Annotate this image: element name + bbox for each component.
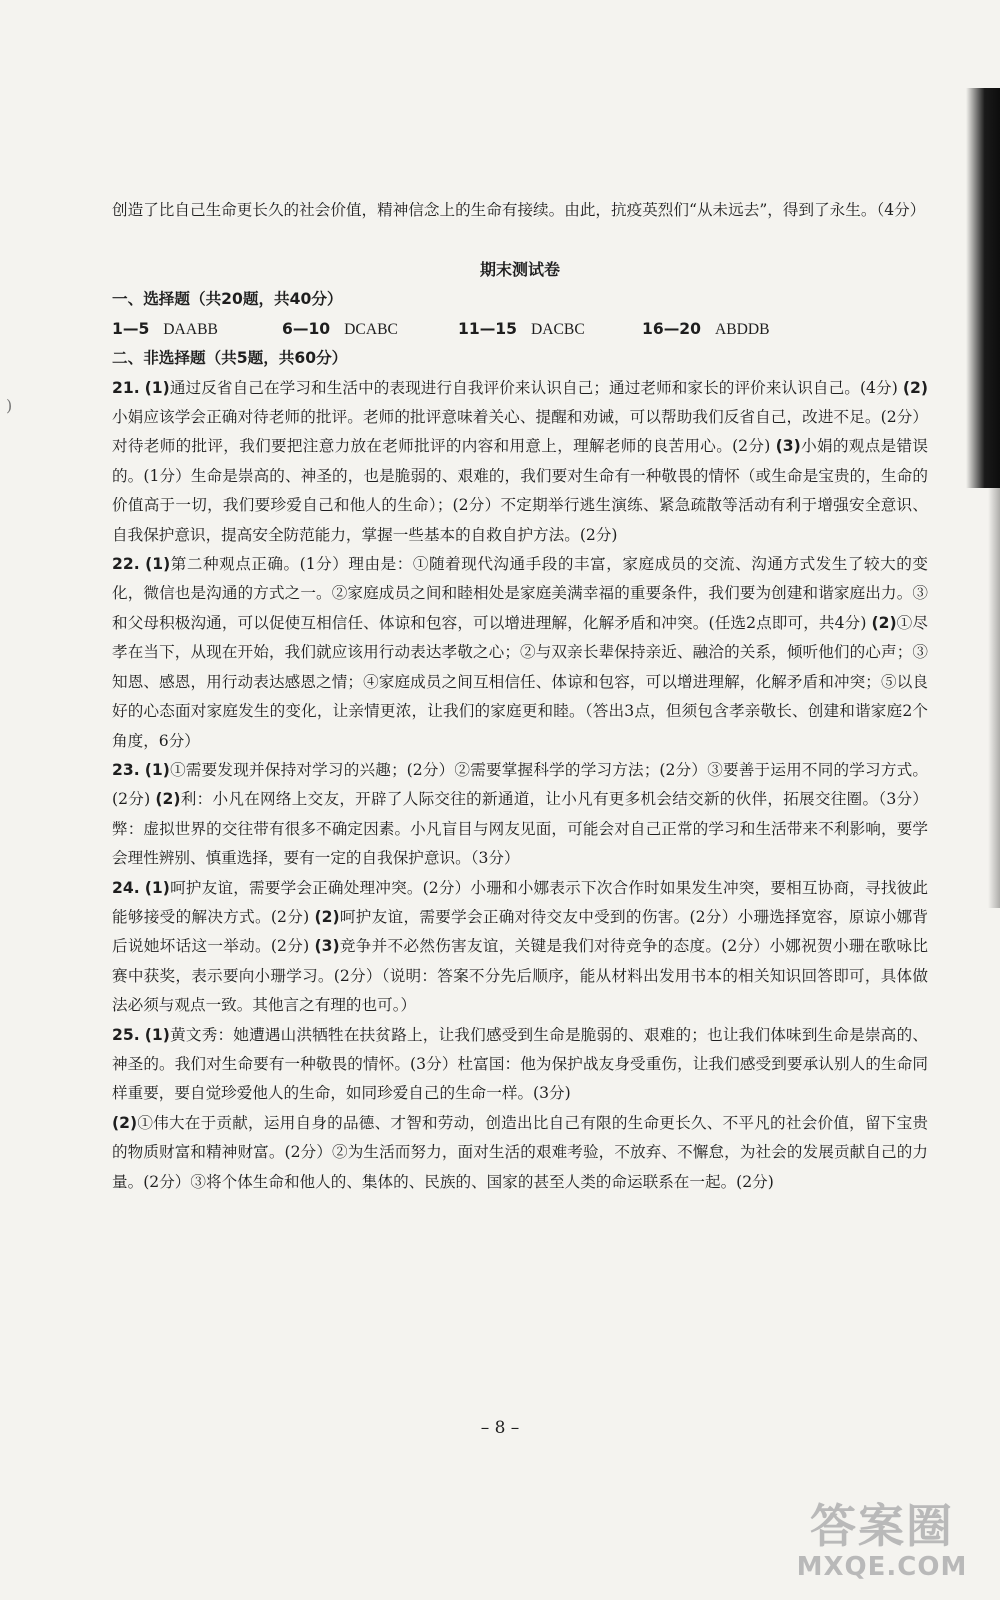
answer-text: 黄文秀：她遭遇山洪牺牲在扶贫路上，让我们感受到生命是脆弱的、艰难的；也让我们体味到生命是崇高的、神圣的。我们对生命要有一种敬畏的情怀。(3分）杜富国：他为保护战友身受重伤，让我们感受到要承认别人的生命同样重要，要自觉珍爱他人的生命，如同珍爱自己的生命一样。(3分)	[112, 1025, 928, 1103]
answer-22	[112, 550, 928, 756]
answer-text: ①伟大在于贡献，运用自身的品德、才智和劳动，创造出比自己有限的生命更长久、不平凡的社会价值，留下宝贵的物质财富和精神财富。(2分）②为生活而努力，面对生活的艰难考验，不放弃、不懈怠，为社会的发展贡献自己的力量。(2分）③将个体生命和他人的、集体的、民族的、国家的甚至人类的命运联系在一起。(2分)	[112, 1113, 928, 1191]
question-number: 22.	[112, 555, 140, 574]
subpart-label: (2)	[871, 613, 897, 632]
answer-group	[458, 315, 642, 344]
margin-mark: )	[6, 396, 13, 415]
answer-letters: DACBC	[531, 320, 585, 338]
answer-range: 1—5	[112, 319, 150, 338]
answer-text: 呵护友谊，需要学会正确对待交友中受到的伤害。(2分）小珊选择宽容，原谅小娜背后说她坏话这一举动。(2分)	[112, 907, 928, 956]
scan-edge-shadow-lower	[988, 488, 1000, 908]
subpart-label: (3)	[775, 437, 801, 456]
subpart-label: (1)	[144, 378, 170, 397]
answer-text: ①尽孝在当下，从现在开始，我们就应该用行动表达孝敬之心；②与双亲长辈保持亲近、融洽的关系，倾听他们的心声；③知恩、感恩，用行动表达感恩之情；④家庭成员之间互相信任、体谅和包容，可以增进理解，化解矛盾和冲突；⑤以良好的心态面对家庭发生的变化，让亲情更浓，让我们的家庭更和睦。（答出3点，但须包含孝亲敬长、创建和谐家庭2个角度，6分）	[112, 613, 928, 750]
subpart-label: (1)	[144, 760, 170, 779]
answer-25	[112, 1021, 928, 1197]
answer-text: 小娟应该学会正确对待老师的批评。老师的批评意味着关心、提醒和劝诫，可以帮助我们反省自己，改进不足。(2分）对待老师的批评，我们要把注意力放在老师批评的内容和用意上，理解老师的良苦用心。(2分)	[112, 408, 928, 456]
section-heading-choice: 一、选择题（共20题，共40分）	[112, 290, 343, 309]
document-body	[112, 196, 928, 1197]
answer-text: 第二种观点正确。(1分）理由是：①随着现代沟通手段的丰富，家庭成员的交流、沟通方式发生了较大的变化，微信也是沟通的方式之一。②家庭成员之间和睦相处是家庭美满幸福的重要条件，我们要为创建和谐家庭出力。③和父母积极沟通，可以促使互相信任、体谅和包容，可以增进理解，化解矛盾和冲突。(任选2点即可，共4分)	[112, 555, 928, 632]
subpart-label: (2)	[155, 790, 181, 809]
answer-range: 11—15	[458, 319, 517, 338]
page-number: – 8 –	[480, 1418, 520, 1438]
question-number: 23.	[112, 760, 140, 779]
subpart-label: (3)	[314, 937, 340, 956]
answer-text: 呵护友谊，需要学会正确处理冲突。(2分）小珊和小娜表示下次合作时如果发生冲突，要相互协商，寻找彼此能够接受的解决方式。(2分)	[112, 878, 928, 926]
answer-21	[112, 374, 928, 550]
subpart-label: (2)	[902, 378, 928, 397]
page-title: 期末测试卷	[479, 260, 560, 280]
answer-text: 竞争并不必然伤害友谊，关键是我们对待竞争的态度。(2分）小娜祝贺小珊在歌咏比赛中获奖，表示要向小珊学习。(2分）（说明：答案不分先后顺序，能从材料出发用书本的相关知识回答即可，具体做法必须与观点一致。其他言之有理的也可。）	[112, 937, 928, 1015]
question-number: 21.	[112, 378, 140, 397]
subpart-label: (1)	[145, 555, 171, 574]
answer-group	[112, 315, 282, 344]
section-heading-nonchoice: 二、非选择题（共5题，共60分）	[112, 349, 348, 368]
answer-24	[112, 874, 928, 1021]
subpart-label: (2)	[314, 907, 340, 926]
previous-answer-tail: 创造了比自己生命更长久的社会价值，精神信念上的生命有接续。由此，抗疫英烈们“从未远去”，得到了永生。（4分）	[112, 201, 926, 219]
choice-answers	[112, 315, 928, 344]
answer-range: 16—20	[642, 319, 701, 338]
answer-letters: ABDDB	[715, 320, 770, 338]
site-watermark	[782, 1500, 982, 1590]
answer-group	[642, 315, 812, 344]
question-number: 24.	[112, 878, 140, 897]
subpart-label: (1)	[144, 878, 170, 897]
answer-letters: DAABB	[163, 320, 218, 338]
answer-group	[282, 315, 458, 344]
watermark-logo-text: 答案圈	[810, 1499, 954, 1553]
watermark-domain: MXQE.COM	[796, 1552, 968, 1582]
subpart-label: (1)	[144, 1025, 170, 1044]
answer-text: 小娟的观点是错误的。(1分）生命是崇高的、神圣的，也是脆弱的、艰难的，我们要对生命有一种敬畏的情怀（或生命是宝贵的，生命的价值高于一切，我们要珍爱自己和他人的生命）；(2分）不定期举行逃生演练、紧急疏散等活动有利于增强安全意识、自我保护意识，提高安全防范能力，掌握一些基本的自救自护方法。(2分)	[112, 437, 928, 544]
subpart-label: (2)	[112, 1113, 138, 1132]
question-number: 25.	[112, 1025, 140, 1044]
answer-text: 通过反省自己在学习和生活中的表现进行自我评价来认识自己；通过老师和家长的评价来认识自己。(4分)	[169, 378, 898, 397]
answer-text: ①需要发现并保持对学习的兴趣；(2分）②需要掌握科学的学习方法；(2分）③要善于运用不同的学习方式。(2分)	[112, 760, 928, 809]
answer-23	[112, 756, 928, 874]
scan-edge-shadow	[966, 88, 1000, 488]
answer-letters: DCABC	[344, 320, 398, 338]
answer-text: 利：小凡在网络上交友，开辟了人际交往的新通道，让小凡有更多机会结交新的伙伴，拓展交往圈。（3分）弊：虚拟世界的交往带有很多不确定因素。小凡盲目与网友见面，可能会对自己正常的学习和生活带来不利影响，要学会理性辨别、慎重选择，要有一定的自我保护意识。（3分）	[112, 790, 928, 868]
answer-range: 6—10	[282, 319, 331, 338]
